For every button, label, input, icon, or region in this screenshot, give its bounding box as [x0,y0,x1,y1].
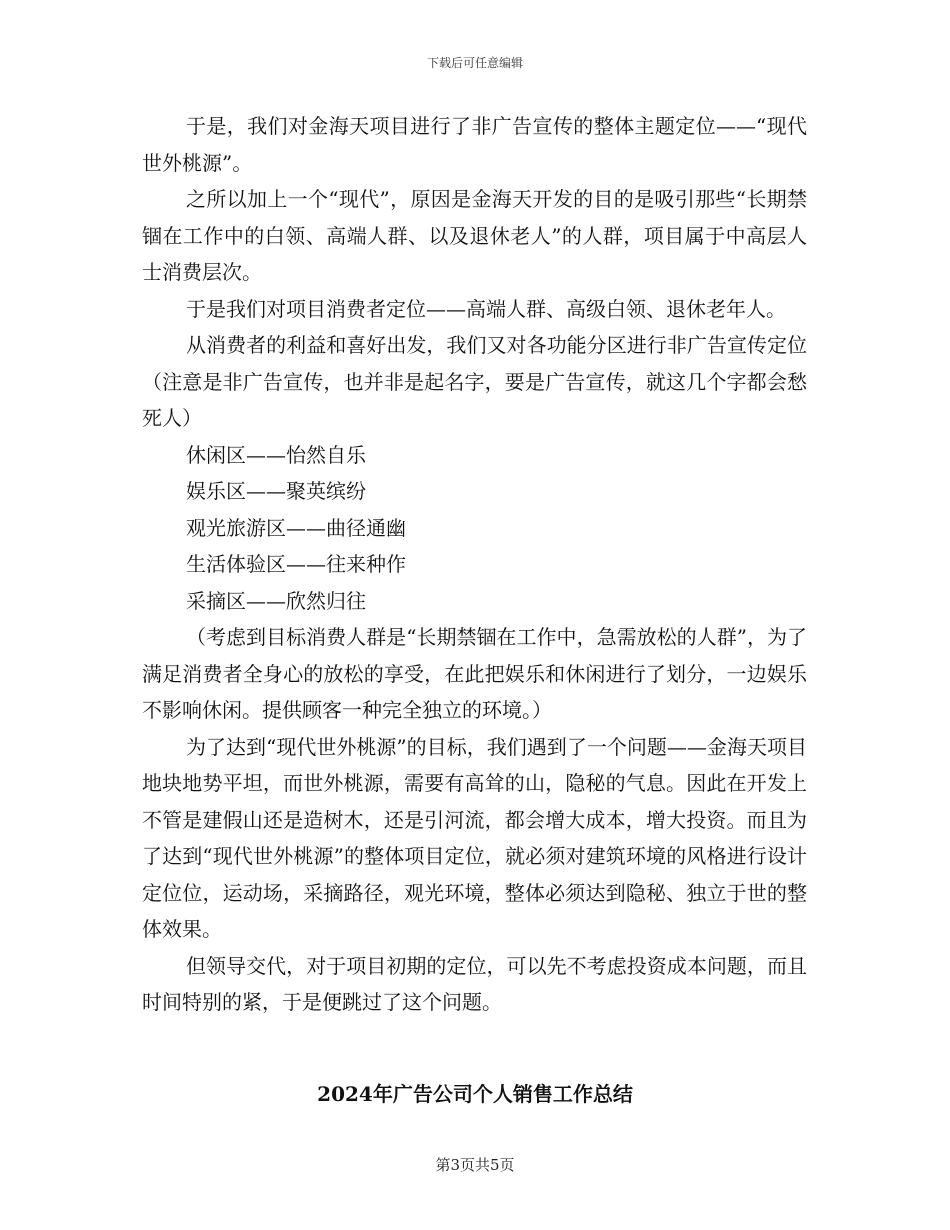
header-note: 下载后可任意编辑 [426,56,523,70]
document-body [142,108,807,1021]
page-number: 第3页共5页 [435,1156,515,1174]
paragraph-consideration-note: （考虑到目标消费人群是“长期禁锢在工作中，急需放松的人群”，为了满足消费者全身心的放松的享受，在此把娱乐和休闲进行了划分，一边娱乐不影响休闲。提供顾客一种完全独立的环境。） [142,625,807,722]
list-item: 休闲区——怡然自乐 [186,442,366,467]
list-item: 采摘区——欣然归往 [186,588,366,613]
paragraph-zone-positioning: 从消费者的利益和喜好出发，我们又对各功能分区进行非广告宣传定位（注意是非广告宣传，也并非是起名字，要是广告宣传，就这几个字都会愁死人） [142,333,807,430]
paragraph-problem: 为了达到“现代世外桃源”的目标，我们遇到了一个问题——金海天项目地块地势平坦，而世外桃源，需要有高耸的山，隐秘的气息。因此在开发上不管是建假山还是造树木，还是引河流，都会增大成本，增大投资。而且为了达到“现代世外桃源”的整体项目定位，就必须对建筑环境的风格进行设计定位位，运动场，采摘路径，观光环境，整体必须达到隐秘、独立于世的整体效果。 [142,734,807,941]
list-item: 观光旅游区——曲径通幽 [186,515,406,540]
list-item: 生活体验区——往来种作 [186,552,406,576]
zone-list [142,437,807,620]
list-item: 娱乐区——聚英缤纷 [186,479,366,503]
paragraph-modern-reason: 之所以加上一个“现代”，原因是金海天开发的目的是吸引那些“长期禁锢在工作中的白领、高端人群、以及退休老人”的人群，项目属于中高层人士消费层次。 [142,187,807,284]
paragraph-leadership: 但领导交代，对于项目初期的定位，可以先不考虑投资成本问题，而且时间特别的紧，于是便跳过了这个问题。 [142,953,807,1014]
document-title: 2024年广告公司个人销售工作总结 [317,1082,633,1106]
paragraph-consumer-positioning: 于是我们对项目消费者定位——高端人群、高级白领、退休老年人。 [186,296,786,321]
paragraph-theme-positioning: 于是，我们对金海天项目进行了非广告宣传的整体主题定位——“现代世外桃源”。 [142,114,807,175]
